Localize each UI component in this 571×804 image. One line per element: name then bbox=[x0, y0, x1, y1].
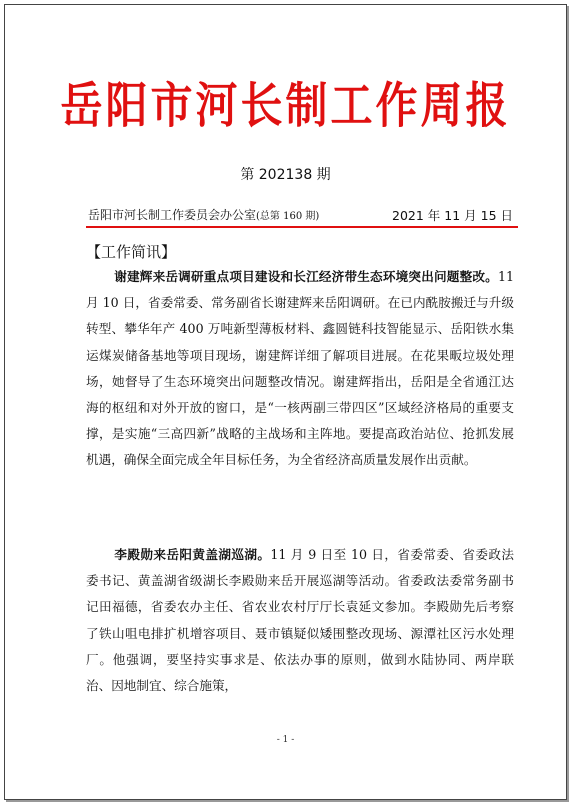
article-text: 11 月 9 日至 10 日，省委常委、省委政法委书记、黄盖湖省级湖长李殿勋来岳开展巡湖等活动。省委政法委常务副书记田福德，省委农办主任、省农业农村厅厅长袁延文参加。李殿勋先后考察了铁山咀电排扩机增容项目、聂市镇疑似矮围整改现场、源潭社区污水处理厂。他强调，要坚持实事求是、依法办事的原则，做到水陆协同、两岸联治、因地制宜、综合施策， bbox=[86, 547, 514, 694]
total-issue: (总第 160 期) bbox=[256, 211, 320, 222]
issue-number: 第 202138 期 bbox=[240, 167, 331, 183]
issuing-office bbox=[88, 206, 319, 223]
article-text: 11 月 10 日，省委常委、常务副省长谢建辉来岳阳调研。在已内酰胺搬迁与升级转型、攀华年产 400 万吨新型薄板材料、鑫圆链科技智能显示、岳阳铁水集运煤炭储备基地等项目现场，谢建辉详细了解项目进展。在花果畈垃圾处理场，她督导了生态环境突出问题整改情况。谢建辉指出，岳阳是全省通江达海的枢纽和对外开放的窗口，是“一核两副三带四区”区域经济格局的重要支撑，是实施“三高四新”战略的主战场和主阵地。要提高政治站位、抢抓发展机遇，确保全面完成全年目标任务，为全省经济高质量发展作出贡献。 bbox=[86, 269, 514, 468]
masthead-title: 岳阳市河长制工作周报 bbox=[60, 77, 511, 134]
red-divider bbox=[86, 226, 518, 228]
article-lead: 谢建辉来岳调研重点项目建设和长江经济带生态环境突出问题整改。 bbox=[114, 269, 498, 284]
article-paragraph bbox=[86, 542, 514, 699]
page-number: - 1 - bbox=[276, 735, 295, 745]
article-paragraph bbox=[86, 264, 514, 474]
office-name: 岳阳市河长制工作委员会办公室 bbox=[88, 208, 257, 222]
article-lead: 李殿勋来岳阳黄盖湖巡湖。 bbox=[114, 547, 271, 562]
section-title: 【工作简讯】 bbox=[86, 243, 177, 261]
meta-line bbox=[88, 206, 513, 224]
issue-date: 2021 年 11 月 15 日 bbox=[392, 208, 513, 223]
